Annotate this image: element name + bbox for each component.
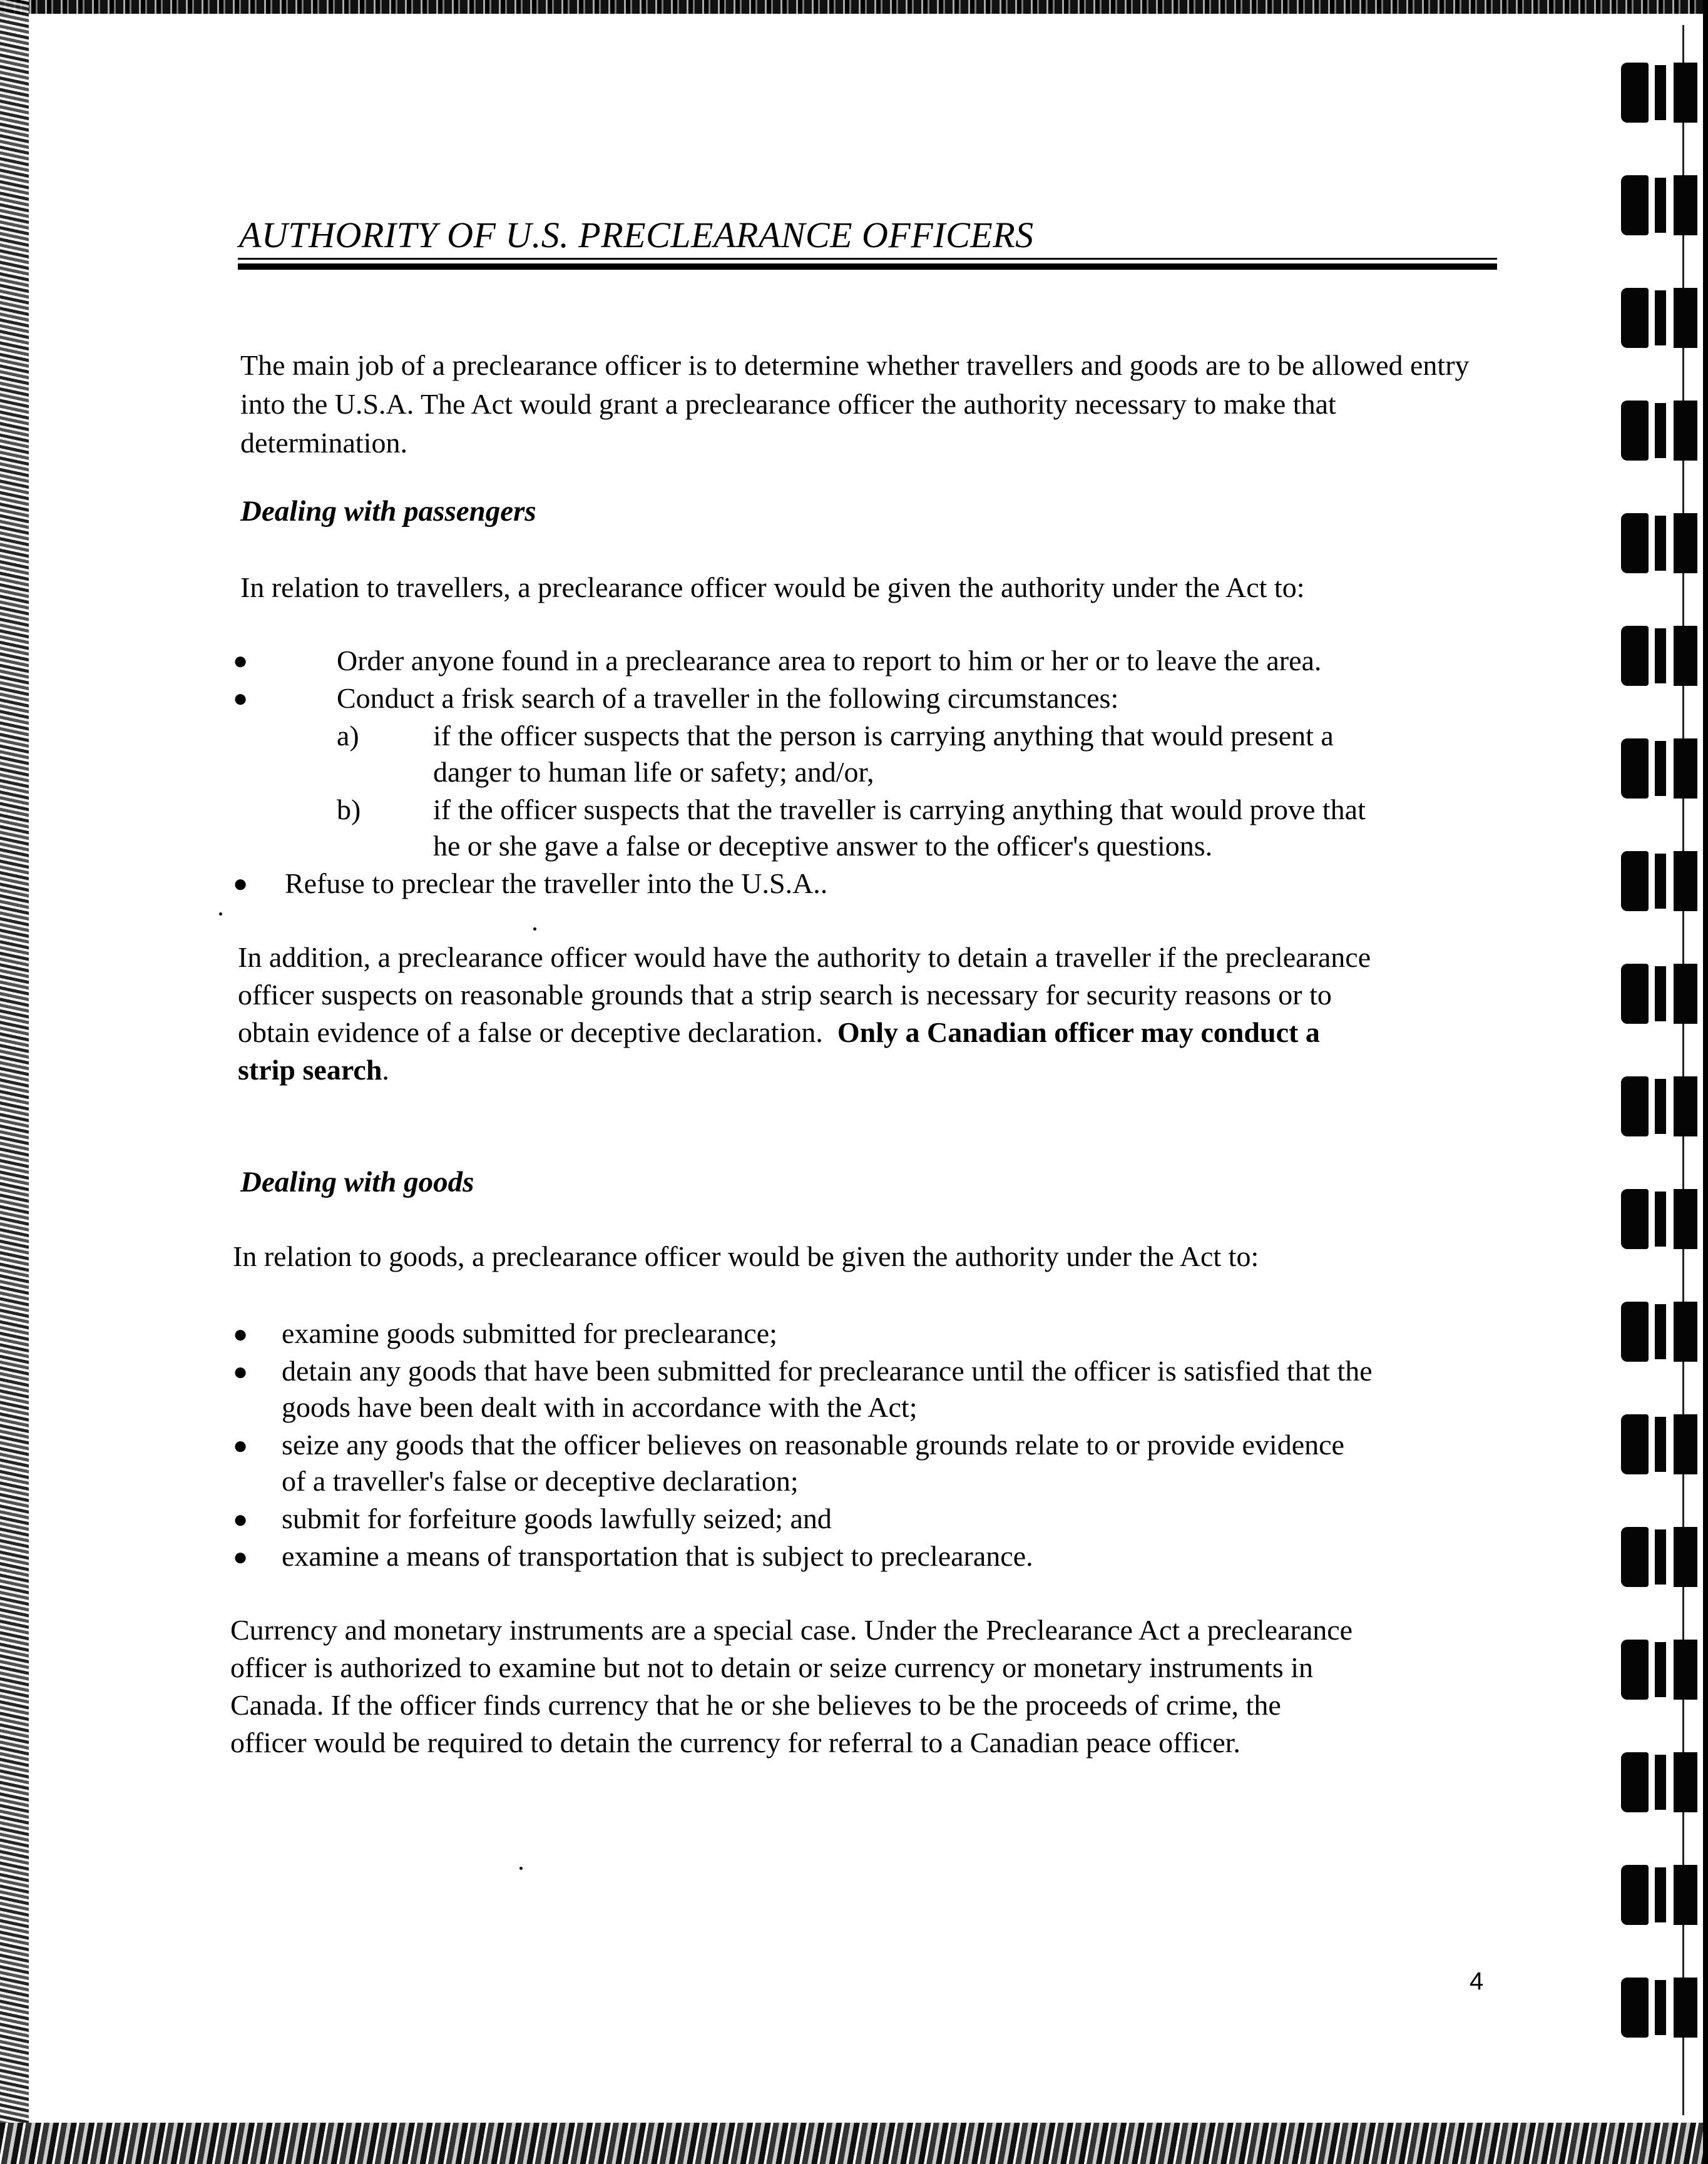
bullet-icon: ● <box>233 646 248 675</box>
passenger-bullet-1: Order anyone found in a preclearance area to report to him or her or to leave the area. <box>337 645 1322 676</box>
intro-paragraph: The main job of a preclearance officer is to determine whether travellers and goods are to be allowed entry into the U.S.A. The Act would grant a preclearance officer the authority necessary to make that determination. <box>240 349 1470 459</box>
addition-line-2: officer suspects on reasonable grounds that a strip search is necessary for security reasons or to <box>238 979 1332 1011</box>
goods-item-3-line-2: of a traveller's false or deceptive declaration; <box>282 1465 799 1497</box>
addition-line-4 <box>238 1051 389 1090</box>
passengers-heading: Dealing with passengers <box>240 495 536 528</box>
title-rule-thick <box>238 263 1497 270</box>
goods-heading: Dealing with goods <box>240 1166 474 1198</box>
addition-line-4-end: . <box>382 1054 389 1086</box>
bullet-icon: ● <box>233 1357 248 1386</box>
currency-line-3: Canada. If the officer finds currency that he or she believes to be the proceeds of crime, the <box>230 1689 1281 1721</box>
sub-a-label: a) <box>337 720 359 752</box>
addition-line-3 <box>238 1013 1320 1052</box>
sub-b-line-1: if the officer suspects that the traveller is carrying anything that would prove that <box>433 794 1366 825</box>
goods-item-2-line-1: detain any goods that have been submitted for preclearance until the officer is satisfied that the <box>282 1355 1373 1387</box>
currency-line-2: officer is authorized to examine but not to detain or seize currency or monetary instruments in <box>230 1651 1313 1683</box>
addition-line-1: In addition, a preclearance officer would have the authority to detain a traveller if the preclearance <box>238 941 1371 973</box>
addition-line-3-bold: Only a Canadian officer may conduct a <box>837 1016 1320 1048</box>
sub-b-line-2: he or she gave a false or deceptive answer to the officer's questions. <box>433 830 1213 862</box>
goods-item-3-line-1: seize any goods that the officer believes on reasonable grounds relate to or provide evidence <box>282 1429 1344 1461</box>
addition-line-4-bold: strip search <box>238 1054 382 1086</box>
page-title: AUTHORITY OF U.S. PRECLEARANCE OFFICERS <box>239 215 1034 255</box>
bullet-icon: ● <box>233 869 248 897</box>
scan-speck <box>219 912 222 916</box>
scan-speck <box>519 1867 523 1870</box>
sub-a-line-1: if the officer suspects that the person is carrying anything that would present a <box>433 720 1334 752</box>
currency-line-1: Currency and monetary instruments are a special case. Under the Preclearance Act a preclearance <box>230 1614 1353 1646</box>
currency-line-4: officer would be required to detain the currency for referral to a Canadian peace officer. <box>230 1727 1240 1758</box>
goods-item-5: examine a means of transportation that is subject to preclearance. <box>282 1540 1033 1572</box>
goods-item-2-line-2: goods have been dealt with in accordance with the Act; <box>282 1391 918 1423</box>
scan-speck <box>533 927 536 931</box>
goods-item-1: examine goods submitted for preclearance; <box>282 1317 777 1349</box>
goods-lead: In relation to goods, a preclearance officer would be given the authority under the Act to: <box>233 1240 1259 1272</box>
passenger-bullet-3: Refuse to preclear the traveller into the U.S.A.. <box>285 867 828 899</box>
sub-b-label: b) <box>337 794 361 825</box>
bullet-icon: ● <box>233 1543 248 1571</box>
bullet-icon: ● <box>233 1320 248 1348</box>
page-number: 4 <box>1470 1968 1484 1995</box>
addition-line-3-regular: obtain evidence of a false or deceptive declaration. <box>238 1016 823 1048</box>
sub-a-line-2: danger to human life or safety; and/or, <box>433 756 874 788</box>
bullet-icon: ● <box>233 1431 248 1459</box>
bullet-icon: ● <box>233 684 248 712</box>
goods-item-4: submit for forfeiture goods lawfully seized; and <box>282 1503 832 1534</box>
title-rule-thin <box>238 258 1497 260</box>
passenger-bullet-2: Conduct a frisk search of a traveller in the following circumstances: <box>337 682 1119 714</box>
passengers-lead: In relation to travellers, a preclearance officer would be given the authority under the Act to: <box>240 571 1305 603</box>
bullet-icon: ● <box>233 1505 248 1533</box>
